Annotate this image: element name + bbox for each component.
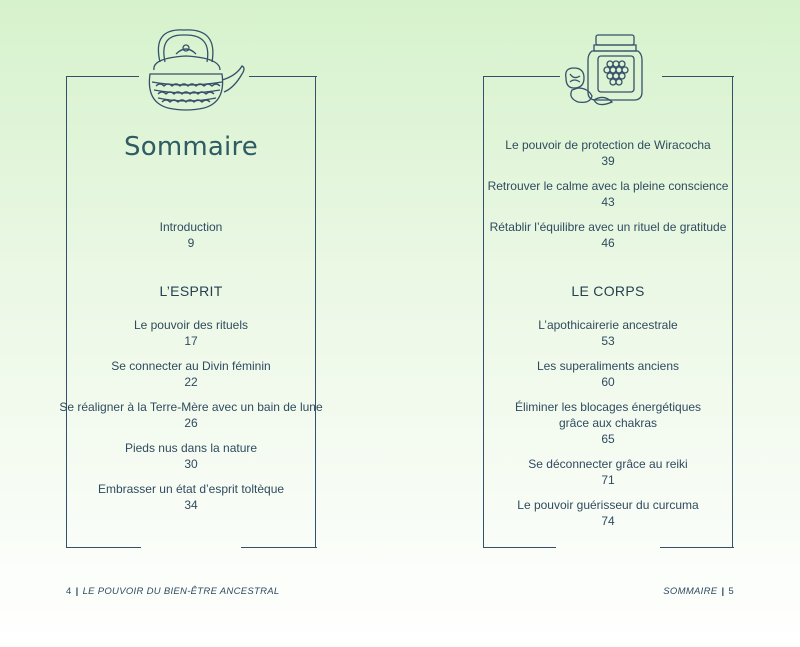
footer-running-title: SOMMAIRE xyxy=(663,586,718,597)
toc-entry-page: 46 xyxy=(601,236,615,250)
page-title: Sommaire xyxy=(124,132,258,162)
footer-page-number: 4 xyxy=(66,586,72,597)
toc-entry[interactable] xyxy=(458,497,758,529)
toc-entry-label: Rétablir l’équilibre avec un rituel de gratitude xyxy=(489,220,727,234)
toc-entry[interactable] xyxy=(458,219,758,251)
toc-entry-page: 30 xyxy=(184,457,198,471)
toc-entry-label: Les superaliments anciens xyxy=(536,359,680,373)
toc-entry-introduction[interactable] xyxy=(41,219,341,251)
toc-entry-page: 34 xyxy=(184,498,198,512)
footer-separator: | xyxy=(721,586,725,597)
honey-jar-icon xyxy=(558,30,654,110)
toc-entry[interactable] xyxy=(41,440,341,472)
footer-page-number: 5 xyxy=(728,586,734,597)
toc-entry-label: Se déconnecter grâce au reiki xyxy=(528,457,688,471)
section-heading-corps: LE CORPS xyxy=(571,283,645,299)
toc-entry-page: 17 xyxy=(184,334,198,348)
right-footer xyxy=(663,586,734,597)
section-heading-esprit: L’ESPRIT xyxy=(159,283,223,299)
toc-entry-label: Le pouvoir guérisseur du curcuma xyxy=(517,498,699,512)
toc-entry-page: 60 xyxy=(601,375,615,389)
toc-entry-label: Pieds nus dans la nature xyxy=(124,441,258,455)
toc-entry-page: 65 xyxy=(601,432,615,446)
toc-entry-label: Introduction xyxy=(159,220,223,234)
toc-entry-label: L’apothicairerie ancestrale xyxy=(538,318,678,332)
toc-entry[interactable] xyxy=(458,456,758,488)
toc-entry-page: 71 xyxy=(601,473,615,487)
toc-entry[interactable] xyxy=(458,399,758,447)
toc-entry-page: 26 xyxy=(184,416,198,430)
left-footer xyxy=(66,586,280,597)
toc-entry[interactable] xyxy=(458,358,758,390)
footer-separator: | xyxy=(75,586,79,597)
toc-entry-label: Retrouver le calme avec la pleine conscience xyxy=(487,179,729,193)
toc-entry-page: 9 xyxy=(187,236,195,250)
toc-entry-label: Le pouvoir de protection de Wiracocha xyxy=(505,138,711,152)
toc-entry-page: 74 xyxy=(601,514,615,528)
toc-entry[interactable] xyxy=(458,137,758,169)
toc-entry-label: Se connecter au Divin féminin xyxy=(111,359,271,373)
toc-entry-page: 43 xyxy=(601,195,615,209)
toc-entry-label: Embrasser un état d’esprit toltèque xyxy=(97,482,285,496)
toc-entry-page: 22 xyxy=(184,375,198,389)
toc-entry[interactable] xyxy=(41,481,341,513)
toc-entry-page: 53 xyxy=(601,334,615,348)
toc-entry-page: 39 xyxy=(601,154,615,168)
toc-entry[interactable] xyxy=(458,178,758,210)
toc-entry[interactable] xyxy=(41,399,341,431)
toc-entry-label: Se réaligner à la Terre-Mère avec un bain de lune xyxy=(59,400,323,414)
footer-running-title: LE POUVOIR DU BIEN-ÊTRE ANCESTRAL xyxy=(82,586,280,597)
toc-entry-label-line2: grâce aux chakras xyxy=(558,416,658,430)
toc-entry-label: Le pouvoir des rituels xyxy=(133,318,249,332)
toc-entry-label-line1: Éliminer les blocages énergétiques xyxy=(514,400,702,414)
teapot-icon xyxy=(138,22,250,114)
toc-entry[interactable] xyxy=(458,317,758,349)
toc-entry[interactable] xyxy=(41,358,341,390)
toc-entry[interactable] xyxy=(41,317,341,349)
